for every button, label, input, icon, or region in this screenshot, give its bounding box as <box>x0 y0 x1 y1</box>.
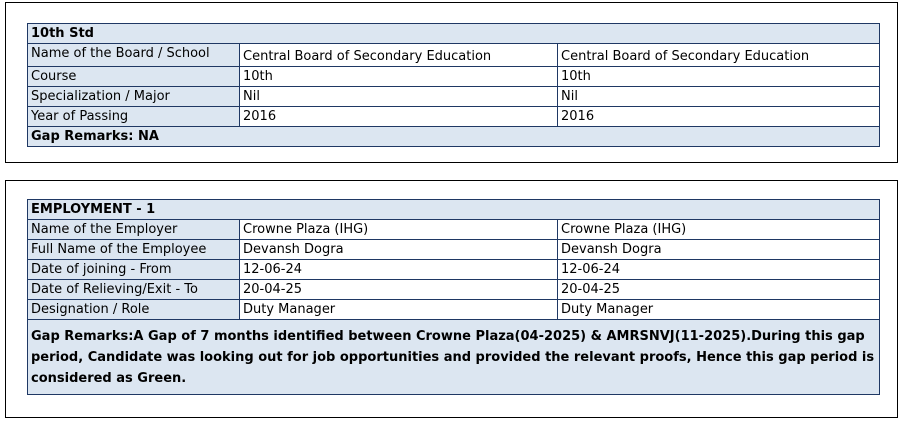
employment-header-row <box>28 200 880 220</box>
table-row <box>28 87 880 107</box>
claimed-value: Central Board of Secondary Education <box>240 44 558 67</box>
claimed-value: 20-04-25 <box>240 280 558 300</box>
table-row <box>28 280 880 300</box>
employment-gap-row <box>28 320 880 395</box>
table-row <box>28 260 880 280</box>
verified-value: 12-06-24 <box>558 260 880 280</box>
verified-value: Duty Manager <box>558 300 880 320</box>
table-row <box>28 220 880 240</box>
row-label: Course <box>28 67 240 87</box>
table-row <box>28 67 880 87</box>
education-title: 10th Std <box>28 24 880 44</box>
claimed-value: Devansh Dogra <box>240 240 558 260</box>
gap-remarks: Gap Remarks: NA <box>28 127 880 147</box>
row-label: Year of Passing <box>28 107 240 127</box>
claimed-value: Crowne Plaza (IHG) <box>240 220 558 240</box>
gap-remarks: Gap Remarks:A Gap of 7 months identified between Crowne Plaza(04-2025) & AMRSNVJ(11-2025).During this gap period, Candidate was looking out for job opportunities and provided the relevant proofs, Hence this gap period is considered as Green. <box>28 320 880 395</box>
verified-value: 20-04-25 <box>558 280 880 300</box>
claimed-value: 12-06-24 <box>240 260 558 280</box>
table-row <box>28 107 880 127</box>
education-header-row <box>28 24 880 44</box>
claimed-value: Nil <box>240 87 558 107</box>
education-gap-row <box>28 127 880 147</box>
education-table <box>27 23 880 147</box>
row-label: Specialization / Major <box>28 87 240 107</box>
row-label: Full Name of the Employee <box>28 240 240 260</box>
employment-title: EMPLOYMENT - 1 <box>28 200 880 220</box>
employment-section <box>5 180 898 418</box>
row-label: Designation / Role <box>28 300 240 320</box>
row-label: Date of Relieving/Exit - To <box>28 280 240 300</box>
verified-value: Crowne Plaza (IHG) <box>558 220 880 240</box>
row-label: Date of joining - From <box>28 260 240 280</box>
table-row <box>28 300 880 320</box>
verified-value: 10th <box>558 67 880 87</box>
table-row <box>28 44 880 67</box>
claimed-value: Duty Manager <box>240 300 558 320</box>
employment-table <box>27 199 880 395</box>
verified-value: 2016 <box>558 107 880 127</box>
verified-value: Nil <box>558 87 880 107</box>
education-section <box>5 2 898 163</box>
row-label: Name of the Board / School <box>28 44 240 67</box>
verified-value: Central Board of Secondary Education <box>558 44 880 67</box>
claimed-value: 10th <box>240 67 558 87</box>
row-label: Name of the Employer <box>28 220 240 240</box>
verified-value: Devansh Dogra <box>558 240 880 260</box>
table-row <box>28 240 880 260</box>
claimed-value: 2016 <box>240 107 558 127</box>
